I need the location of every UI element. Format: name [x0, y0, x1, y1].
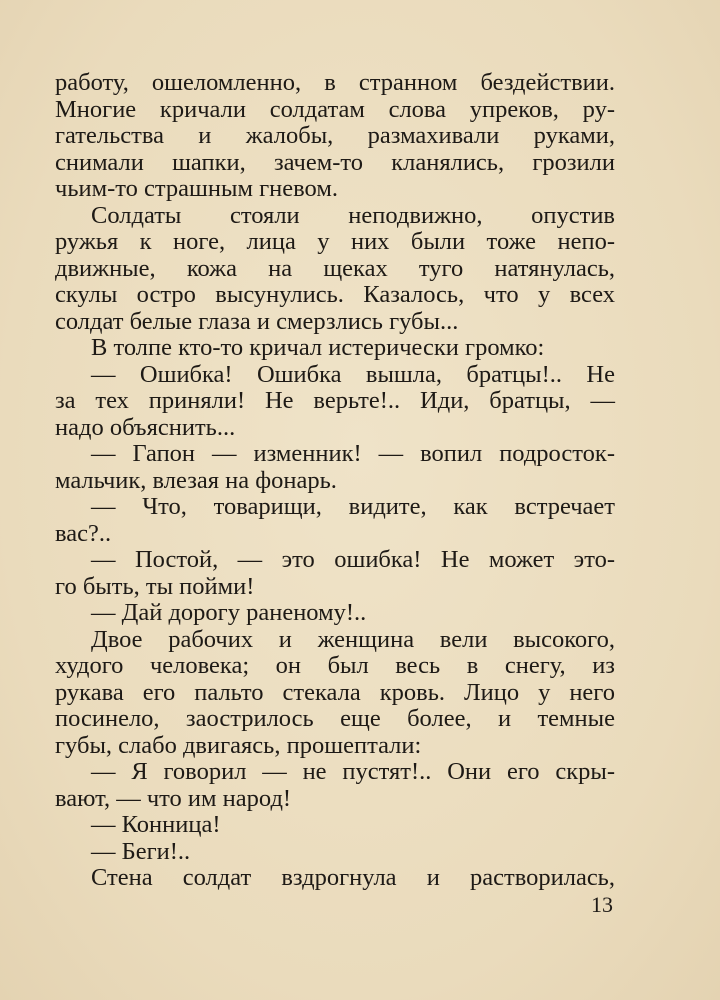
text-line: вас?.. — [55, 519, 112, 547]
text-line: ружья к ноге, лица у них были тоже непо- — [55, 228, 615, 255]
text-line: Солдаты стояли неподвижно, опустив — [91, 201, 615, 229]
text-line: работу, ошеломленно, в странном бездействии. — [55, 69, 615, 96]
text-line: солдат белые глаза и смерзлись губы... — [55, 307, 459, 335]
text-line: — Беги!.. — [91, 837, 191, 865]
body-text — [55, 70, 615, 892]
text-line: — Конница! — [91, 811, 221, 838]
text-line: — Ошибка! Ошибка вышла, братцы!.. Не — [91, 360, 615, 388]
text-line: Стена солдат вздрогнула и растворилась, — [91, 864, 615, 891]
text-line: губы, слабо двигаясь, прошептали: — [55, 731, 422, 759]
page-number: 13 — [591, 892, 613, 917]
text-line: го быть, ты пойми! — [55, 572, 255, 600]
text-line: — Постой, — это ошибка! Не может это- — [91, 546, 615, 573]
text-line: мальчик, влезая на фонарь. — [55, 466, 337, 494]
text-line: гательства и жалобы, размахивали руками, — [55, 122, 615, 149]
text-line: движные, кожа на щеках туго натянулась, — [55, 254, 615, 282]
text-line: вают, — что им народ! — [55, 784, 292, 812]
text-line: чьим-то страшным гневом. — [55, 175, 338, 202]
text-line: — Я говорил — не пустят!.. Они его скры- — [91, 758, 615, 785]
text-line: снимали шапки, зачем-то кланялись, грозили — [55, 148, 615, 176]
text-line: за тех приняли! Не верьте!.. Иди, братцы, — — [55, 387, 615, 414]
text-line: худого человека; он был весь в снегу, из — [55, 652, 615, 679]
text-line: В толпе кто-то кричал истерически громко: — [91, 334, 545, 361]
text-line: посинело, заострилось еще более, и темные — [55, 705, 615, 732]
text-line: надо объяснить... — [55, 413, 236, 441]
text-line: Многие кричали солдатам слова упреков, ру- — [55, 95, 615, 123]
text-line: скулы остро высунулись. Казалось, что у всех — [55, 281, 615, 308]
text-line: Двое рабочих и женщина вели высокого, — [91, 625, 615, 653]
text-line: — Дай дорогу раненому!.. — [91, 599, 367, 626]
text-line: рукава его пальто стекала кровь. Лицо у него — [55, 678, 615, 706]
text-line: — Что, товарищи, видите, как встречает — [91, 493, 615, 520]
text-line: — Гапон — изменник! — вопил подросток- — [91, 440, 615, 467]
